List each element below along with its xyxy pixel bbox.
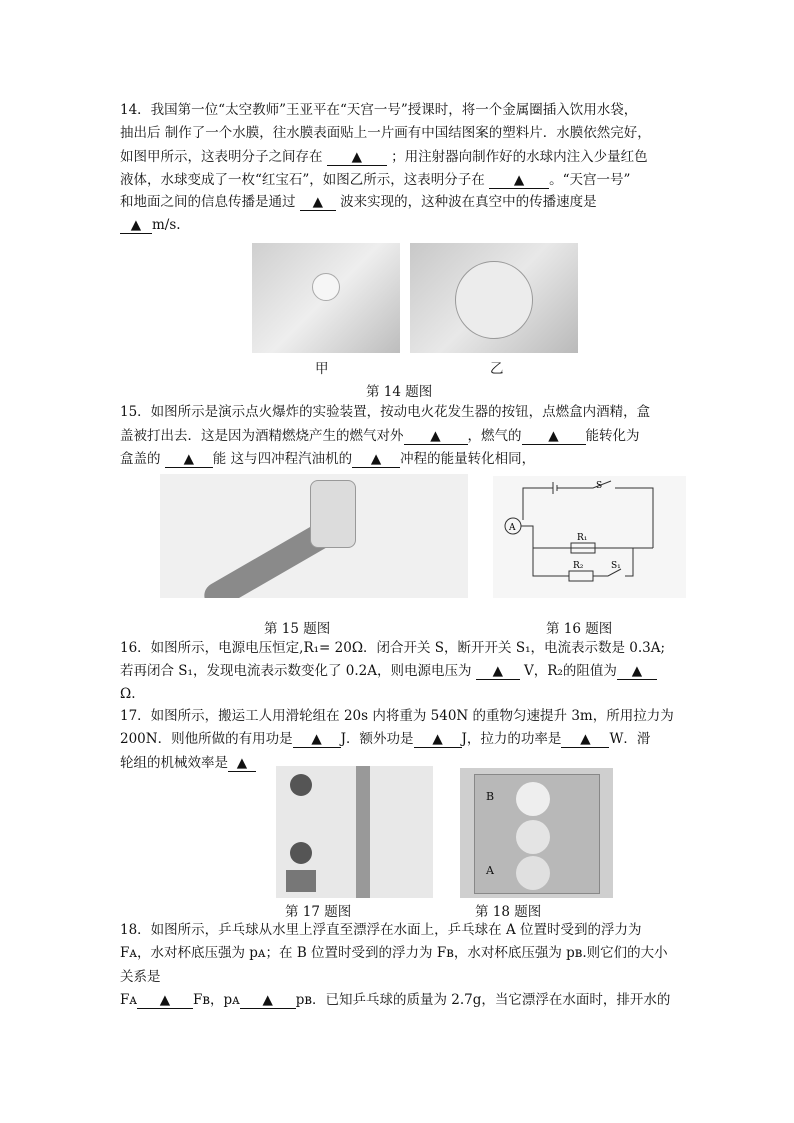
label-s: S bbox=[596, 481, 603, 491]
q14-line bbox=[120, 171, 630, 189]
q18-line bbox=[120, 968, 161, 986]
question-text: m/s. bbox=[152, 217, 181, 233]
question-text: 18．如图所示，乒乓球从水里上浮直至漂浮在水面上，乒乓球在 A 位置时受到的浮力为 bbox=[120, 922, 642, 938]
answer-blank[interactable]: ▲ bbox=[404, 429, 468, 445]
caption-figure-15: 第 15 题图 bbox=[264, 621, 331, 637]
question-text: 轮组的机械效率是 bbox=[120, 755, 228, 771]
answer-blank[interactable]: ▲ bbox=[414, 732, 462, 748]
cylinder-box bbox=[310, 480, 356, 548]
q15-line bbox=[120, 450, 535, 468]
question-text: 抽出后 制作了一个水膜，往水膜表面贴上一片画有中国结图案的塑料片．水膜依然完好， bbox=[120, 125, 651, 141]
question-text: 关系是 bbox=[120, 969, 161, 985]
question-text: 波来实现的，这种波在真空中的传播速度是 bbox=[335, 194, 597, 210]
question-text: 如图甲所示，这表明分子之间存在 bbox=[120, 149, 327, 165]
question-text: 14．我国第一位“太空教师”王亚平在“天宫一号”授课时，将一个金属圈插入饮用水袋， bbox=[120, 102, 638, 118]
question-text: ；用注射器向制作好的水球内注入少量红色 bbox=[386, 149, 648, 165]
question-text: ，燃气的 bbox=[467, 428, 522, 444]
question-text: pʙ．已知乒乓球的质量为 2.7g，当它漂浮在水面时，排开水的 bbox=[295, 992, 671, 1008]
figure-15-ignition-device-photo bbox=[160, 474, 468, 598]
answer-blank[interactable]: ▲ bbox=[561, 732, 609, 748]
q16-line bbox=[120, 662, 657, 680]
question-text: Fʙ，pᴀ bbox=[193, 992, 240, 1008]
question-text: 盒盖的 bbox=[120, 451, 165, 467]
answer-blank[interactable]: ▲ bbox=[617, 664, 657, 680]
q18-line bbox=[120, 944, 668, 962]
question-text: 若再闭合 S₁，发现电流表示数变化了 0.2A，则电源电压为 bbox=[120, 663, 476, 679]
q14-line bbox=[120, 216, 181, 234]
label-r2: R₂ bbox=[573, 561, 584, 571]
figure-16-circuit-diagram bbox=[493, 476, 686, 598]
question-text: 能 这与四冲程汽油机的 bbox=[212, 451, 353, 467]
pulley-bottom bbox=[290, 842, 312, 864]
answer-blank[interactable]: ▲ bbox=[240, 993, 296, 1009]
question-text: 17．如图所示，搬运工人用滑轮组在 20s 内将重为 540N 的重物匀速提升 3m，所用拉力为 bbox=[120, 708, 674, 724]
ball-b bbox=[516, 782, 550, 816]
weight-box bbox=[286, 870, 316, 892]
answer-blank[interactable]: ▲ bbox=[137, 993, 193, 1009]
q15-line bbox=[120, 403, 650, 421]
answer-blank[interactable]: ▲ bbox=[120, 218, 152, 234]
answer-blank[interactable]: ▲ bbox=[476, 664, 520, 680]
question-text: Ω. bbox=[120, 686, 136, 702]
figure-14-yi-photo bbox=[410, 243, 578, 353]
label-s1: S₁ bbox=[611, 561, 621, 571]
water-film-ring bbox=[312, 273, 340, 301]
caption-figure-14: 第 14 题图 bbox=[366, 384, 433, 400]
question-text: 盖被打出去．这是因为酒精燃烧产生的燃气对外 bbox=[120, 428, 404, 444]
q16-line bbox=[120, 685, 135, 703]
q18-line bbox=[120, 991, 670, 1009]
question-text: J．额外功是 bbox=[340, 731, 414, 747]
answer-blank[interactable]: ▲ bbox=[352, 452, 400, 468]
q18-line bbox=[120, 921, 642, 939]
answer-blank[interactable]: ▲ bbox=[293, 732, 341, 748]
q14-line bbox=[120, 124, 651, 142]
ball-a bbox=[516, 856, 550, 890]
figure-14-jia-photo bbox=[252, 243, 400, 353]
pulley-top bbox=[290, 774, 312, 796]
question-text: Fᴀ bbox=[120, 992, 137, 1008]
q14-line bbox=[120, 148, 648, 166]
question-text: 和地面之间的信息传播是通过 bbox=[120, 194, 300, 210]
label-ammeter: A bbox=[509, 523, 516, 533]
figure-18-beaker-photo bbox=[460, 768, 613, 898]
question-text: 冲程的能量转化相同， bbox=[400, 451, 536, 467]
water-ball bbox=[455, 261, 533, 339]
question-text: 200N．则他所做的有用功是 bbox=[120, 731, 293, 747]
q17-line bbox=[120, 707, 674, 725]
caption-jia: 甲 bbox=[315, 361, 329, 377]
question-text: W．滑 bbox=[609, 731, 651, 747]
figure-17-pulley-photo bbox=[276, 766, 433, 898]
question-text: 液体，水球变成了一枚“红宝石”，如图乙所示，这表明分子在 bbox=[120, 172, 490, 188]
ball-mid bbox=[516, 820, 550, 854]
answer-blank[interactable]: ▲ bbox=[489, 173, 549, 189]
answer-blank[interactable]: ▲ bbox=[228, 756, 256, 772]
question-text: V，R₂的阻值为 bbox=[519, 663, 617, 679]
question-text: 15．如图所示是演示点火爆炸的实验装置，按动电火花发生器的按钮，点燃盒内酒精，盒 bbox=[120, 404, 651, 420]
answer-blank[interactable]: ▲ bbox=[522, 429, 586, 445]
q14-line bbox=[120, 193, 597, 211]
answer-blank[interactable]: ▲ bbox=[165, 452, 213, 468]
label-r1: R₁ bbox=[577, 533, 588, 543]
caption-figure-18: 第 18 题图 bbox=[475, 904, 542, 920]
q16-line bbox=[120, 639, 665, 657]
answer-blank[interactable]: ▲ bbox=[300, 195, 336, 211]
caption-figure-17: 第 17 题图 bbox=[285, 904, 352, 920]
question-text: 。“天宫一号” bbox=[549, 172, 631, 188]
q14-line bbox=[120, 101, 637, 119]
q17-line bbox=[120, 754, 256, 772]
frame bbox=[356, 766, 370, 898]
caption-yi: 乙 bbox=[490, 361, 504, 377]
question-text: 能转化为 bbox=[585, 428, 640, 444]
label-a: A bbox=[486, 864, 494, 877]
answer-blank[interactable]: ▲ bbox=[327, 150, 387, 166]
question-text: Fᴀ，水对杯底压强为 pᴀ；在 B 位置时受到的浮力为 Fʙ，水对杯底压强为 pʙ.则它们的大小 bbox=[120, 945, 668, 961]
caption-figure-16: 第 16 题图 bbox=[546, 621, 613, 637]
q15-line bbox=[120, 427, 640, 445]
question-text: J，拉力的功率是 bbox=[461, 731, 562, 747]
question-text: 16．如图所示，电源电压恒定,R₁= 20Ω．闭合开关 S，断开开关 S₁，电流表示数是 0.3A; bbox=[120, 640, 666, 656]
q17-line bbox=[120, 730, 650, 748]
label-b: B bbox=[486, 790, 495, 803]
